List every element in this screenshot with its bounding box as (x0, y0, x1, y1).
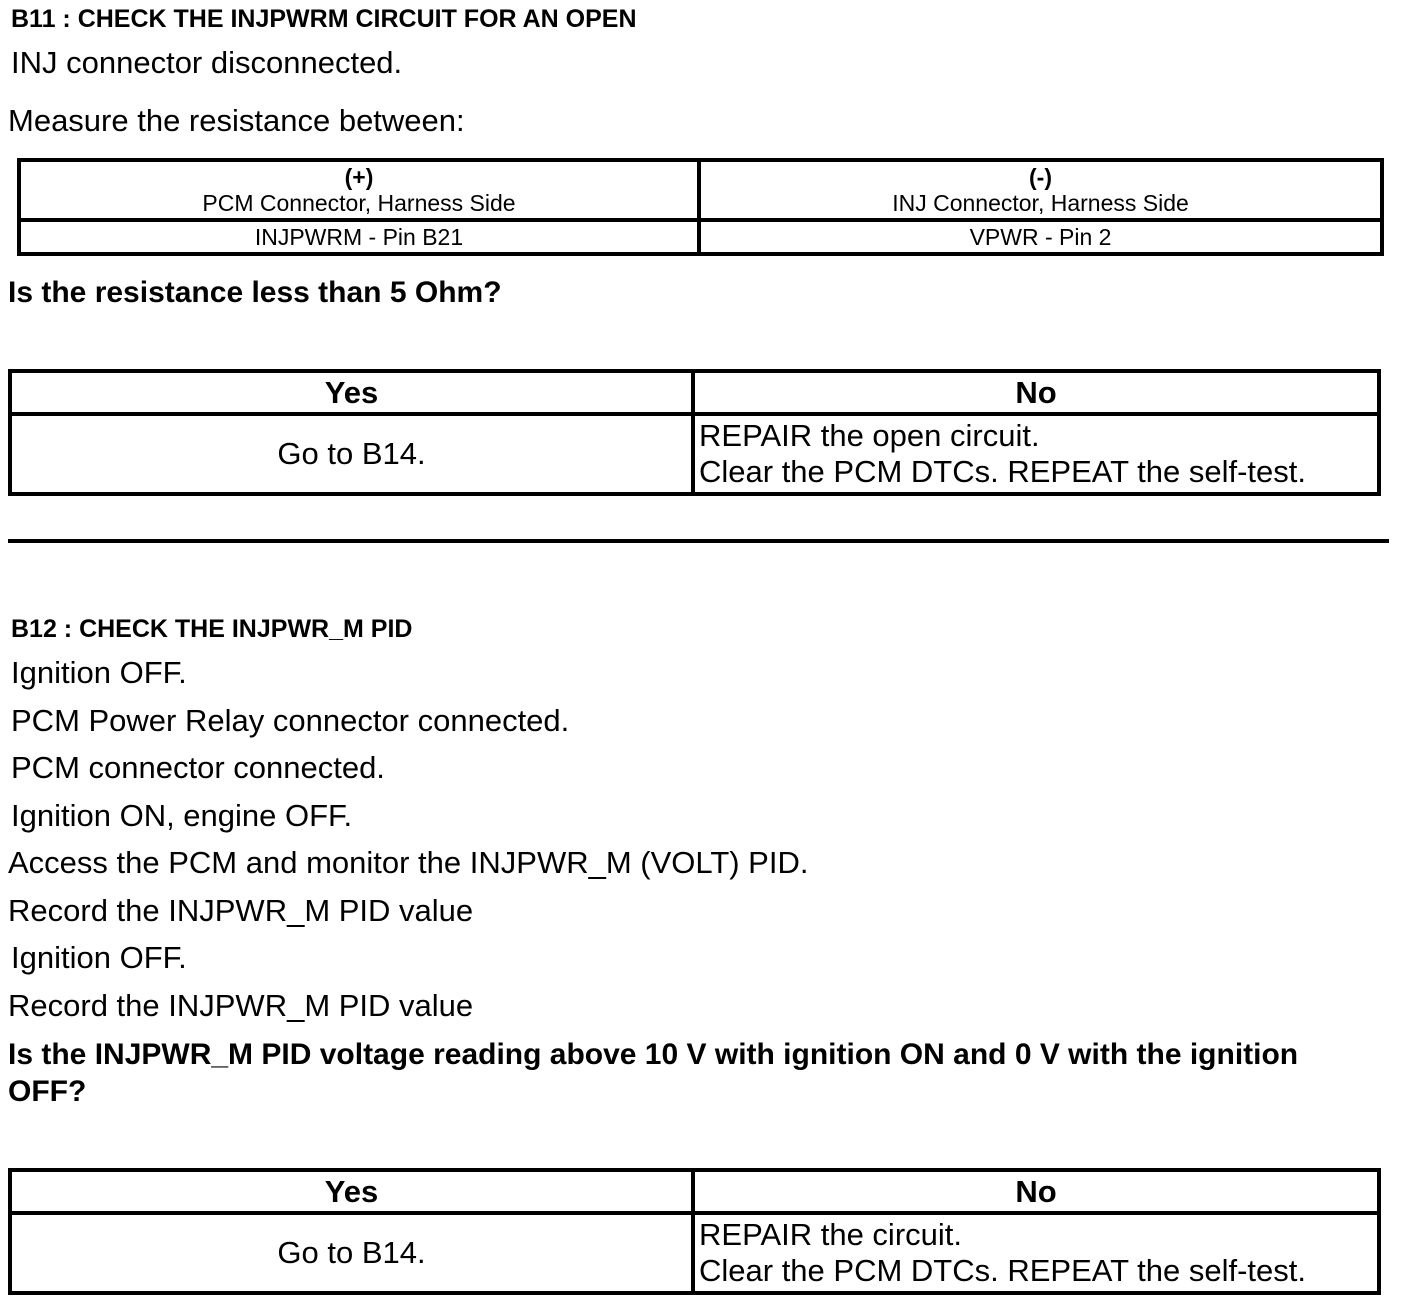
b12-step-6: Record the INJPWR_M PID value (8, 893, 474, 928)
positive-connector-label: PCM Connector, Harness Side (202, 190, 516, 216)
b11-no-action-line-2: Clear the PCM DTCs. REPEAT the self-test. (699, 454, 1306, 489)
b12-yes-action: Go to B14. (10, 1213, 693, 1293)
b12-heading: B12 : CHECK THE INJPWR_M PID (11, 615, 413, 643)
b12-step-5: Access the PCM and monitor the INJPWR_M (VOLT) PID. (8, 845, 809, 880)
b12-decision-header-row (10, 1170, 1379, 1213)
b11-step-1: INJ connector disconnected. (11, 45, 403, 80)
b12-no-action-line-2: Clear the PCM DTCs. REPEAT the self-test. (699, 1253, 1306, 1288)
b12-question: Is the INJPWR_M PID voltage reading above 10 V with ignition ON and 0 V with the ignition OFF? (8, 1038, 1299, 1108)
negative-connector-label: INJ Connector, Harness Side (892, 190, 1189, 216)
b12-decision-action-row (10, 1213, 1379, 1293)
measurement-table (17, 158, 1384, 256)
b12-decision-table (8, 1168, 1381, 1295)
negative-pin: VPWR - Pin 2 (699, 220, 1382, 254)
b11-yes-action: Go to B14. (10, 414, 693, 494)
b11-no-header: No (693, 371, 1379, 414)
b12-no-action-line-1: REPAIR the circuit. (699, 1217, 963, 1252)
b11-decision-header-row (10, 371, 1379, 414)
b12-step-2: PCM Power Relay connector connected. (11, 703, 570, 738)
b11-decision-table (8, 369, 1381, 496)
b12-step-8: Record the INJPWR_M PID value (8, 988, 474, 1023)
measurement-header-row (19, 160, 1382, 220)
b12-step-3: PCM connector connected. (11, 750, 385, 785)
b12-no-action (693, 1213, 1379, 1293)
b11-no-action (693, 414, 1379, 494)
b11-step-2: Measure the resistance between: (8, 103, 465, 138)
b12-yes-header: Yes (10, 1170, 693, 1213)
section-divider (8, 539, 1389, 543)
b11-decision-action-row (10, 414, 1379, 494)
b12-step-4: Ignition ON, engine OFF. (11, 798, 353, 833)
b11-no-action-line-1: REPAIR the open circuit. (699, 418, 1040, 453)
b12-step-7: Ignition OFF. (11, 940, 187, 975)
negative-probe-header (699, 160, 1382, 220)
b11-heading: B11 : CHECK THE INJPWRM CIRCUIT FOR AN OPEN (11, 5, 637, 33)
b12-no-header: No (693, 1170, 1379, 1213)
b12-step-1: Ignition OFF. (11, 655, 187, 690)
positive-sign: (+) (344, 164, 374, 190)
positive-pin: INJPWRM - Pin B21 (19, 220, 699, 254)
measurement-value-row (19, 220, 1382, 254)
positive-probe-header (19, 160, 699, 220)
negative-sign: (-) (1029, 164, 1052, 190)
b11-yes-header: Yes (10, 371, 693, 414)
b11-question: Is the resistance less than 5 Ohm? (8, 276, 502, 309)
